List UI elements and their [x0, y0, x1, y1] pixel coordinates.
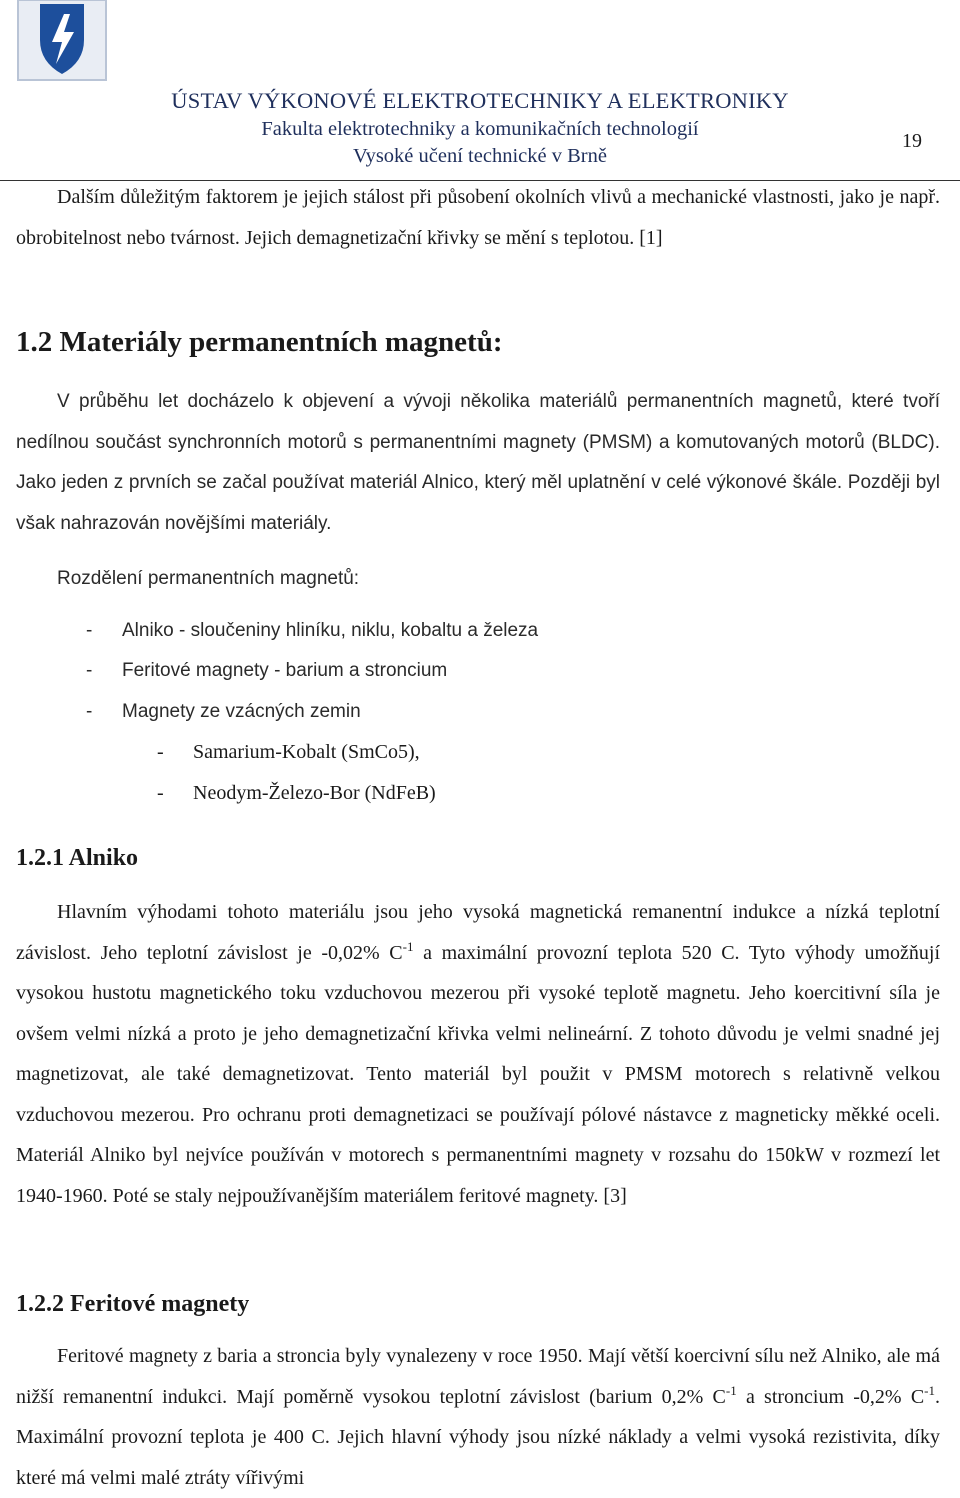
university-name: Vysoké učení technické v Brně: [353, 145, 607, 167]
university-logo-icon: [12, 0, 112, 82]
section-1-2-1-paragraph: Hlavním výhodami tohoto materiálu jsou jeho vysoká magnetická remanentní indukce a nízká teplotní závislost. Jeho teplotní závislost je -0,02% $C^{-1}$ a maximální provozní teplota 520 C. Tyto výhody umožňují vysokou hustotu magnetického toku vzduchovou mezerou při vysoké teplotě magnetu. Jeho koercitivní síla je ovšem velmi nízká a proto je jeho demagnetizační křivka velmi nelineární. Z tohoto důvodu je velmi snadné jej magnetizovat, ale také demagnetizovat. Tento materiál byl použit v PMSM motorech s relativně velkou vzduchovou mezerou. Pro ochranu proti demagnetizaci se používají pólové nástavce z magneticky měkké oceli. Materiál Alniko byl nejvíce používán v motorech s permanentními magnety v rozsahu do 150kW v rozmezí let 1940-1960. Poté se staly nejpoužívanějším materiálem feritové magnety. [3]: [16, 901, 941, 1207]
list-dash: -: [86, 660, 93, 681]
list-dash: -: [157, 741, 164, 763]
list-item-text: Neodym-Železo-Bor (NdFeB): [193, 782, 436, 804]
list-item-text: Alniko - sloučeniny hliníku, niklu, kobaltu a železa: [122, 620, 539, 641]
list-intro: Rozdělení permanentních magnetů:: [57, 568, 360, 589]
institute-name: ÚSTAV VÝKONOVÉ ELEKTROTECHNIKY A ELEKTRONIKY: [171, 88, 789, 113]
sublist-item: [157, 782, 436, 805]
faculty-name: Fakulta elektrotechniky a komunikačních technologií: [261, 118, 699, 140]
list-item-text: Samarium-Kobalt (SmCo5),: [193, 741, 420, 763]
section-heading-1-2: 1.2 Materiály permanentních magnetů:: [16, 326, 503, 358]
sublist-item: [157, 741, 420, 764]
list-item: [86, 620, 538, 642]
list-item: [86, 660, 447, 682]
section-1-2-2-paragraph: Feritové magnety z baria a stroncia byly vynalezeny v roce 1950. Mají větší koercivní sílu než Alniko, ale má nižší remanentní indukci. Mají poměrně vysokou teplotní závislost (barium 0,2% $C^{-1}$ a stroncium -0,2% $C^{-1}$. Maximální provozní teplota je 400 C. Jejich hlavní výhody jsou nízké náklady a velmi vysoká rezistivita, díky které má velmi malé ztráty vířivými: [16, 1345, 940, 1489]
intro-paragraph: Dalším důležitým faktorem je jejich stálost při působení okolních vlivů a mechanické vlastnosti, jako je např. obrobitelnost nebo tvárnost. Jejich demagnetizační křivky se mění s teplotou. [1]: [16, 186, 940, 249]
list-dash: -: [86, 620, 93, 641]
section-heading-1-2-1: 1.2.1 Alniko: [16, 845, 139, 871]
page-number: 19: [902, 130, 922, 152]
section-1-2-paragraph: V průběhu let docházelo k objevení a vývoji několika materiálů permanentních magnetů, které tvoří nedílnou součást synchronních motorů s permanentními magnety (PMSM) a komutovaných motorů (BLDC). Jako jeden z prvních se začal používat materiál Alnico, který měl uplatnění v celé výkonové škále. Později byl však nahrazován novějšími materiály.: [16, 391, 940, 534]
list-item: [86, 701, 361, 723]
list-dash: -: [157, 782, 164, 804]
section-heading-1-2-2: 1.2.2 Feritové magnety: [16, 1291, 250, 1317]
list-item-text: Feritové magnety - barium a stroncium: [122, 660, 448, 681]
list-dash: -: [86, 701, 93, 722]
list-item-text: Magnety ze vzácných zemin: [122, 701, 361, 722]
